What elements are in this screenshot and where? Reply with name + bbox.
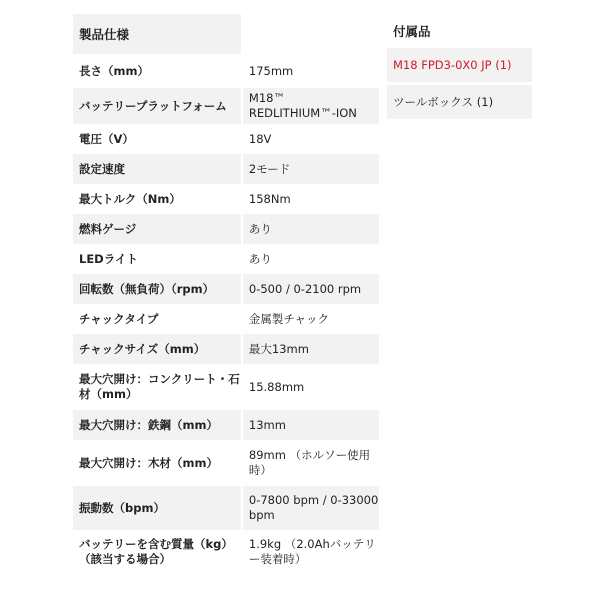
spec-label: 振動数（bpm）: [73, 486, 241, 530]
spec-label: チャックタイプ: [79, 311, 159, 326]
spec-label: 回転数（無負荷）（rpm）: [73, 274, 241, 304]
spec-value: 1.9kg （2.0Ahバッテリー装着時）: [248, 537, 376, 566]
spec-label: 最大穴開け：コンクリート・石材（mm）: [79, 372, 240, 401]
spec-value: 89mm （ホルソー使用時）: [248, 448, 371, 477]
spec-value: 15.88mm: [248, 379, 305, 394]
spec-header-row: [73, 14, 379, 54]
spec-value: 0-7800 bpm / 0-33000 bpm: [243, 486, 379, 530]
spec-value: M18™ REDLITHIUM™-ION: [243, 88, 379, 124]
spec-value: あり: [243, 214, 379, 244]
spec-label: 最大穴開け：木材（mm）: [79, 455, 218, 470]
spec-row: [73, 124, 379, 154]
spec-value: 最大13mm: [243, 334, 379, 364]
spec-label: 長さ（mm）: [79, 63, 149, 78]
spec-header: 製品仕様: [73, 14, 241, 54]
accessory-item: ツールボックス (1): [387, 85, 532, 119]
spec-label: バッテリープラットフォーム: [73, 88, 241, 124]
spec-value: 金属製チャック: [248, 311, 330, 326]
accessories-title: 付属品: [393, 24, 431, 39]
spec-row: [73, 440, 379, 486]
spec-header-spacer: [243, 14, 379, 54]
spec-row: [73, 364, 379, 410]
spec-label: チャックサイズ（mm）: [73, 334, 241, 364]
spec-label: 設定速度: [73, 154, 241, 184]
spec-row: [73, 334, 379, 364]
spec-row: [73, 244, 379, 274]
spec-row: [73, 184, 379, 214]
spec-value: 0-500 / 0-2100 rpm: [243, 274, 379, 304]
spec-row: [73, 214, 379, 244]
spec-value: 158Nm: [248, 191, 291, 206]
spec-row: [73, 410, 379, 440]
spec-table: [73, 14, 379, 574]
spec-value: あり: [248, 251, 272, 266]
spec-row: [73, 54, 379, 88]
spec-row: [73, 486, 379, 530]
spec-row: [73, 530, 379, 574]
spec-label: 燃料ゲージ: [73, 214, 241, 244]
spec-row: [73, 154, 379, 184]
spec-row: [73, 304, 379, 334]
spec-label: 最大穴開け：鉄鋼（mm）: [73, 410, 241, 440]
spec-value: 175mm: [248, 63, 294, 78]
spec-label: LEDライト: [79, 251, 138, 266]
spec-value: 18V: [248, 131, 272, 146]
accessories-panel: [387, 14, 532, 119]
spec-label: バッテリーを含む質量（kg）（該当する場合）: [79, 537, 233, 566]
accessory-item: M18 FPD3-0X0 JP (1): [387, 48, 532, 82]
spec-row: [73, 274, 379, 304]
spec-value: 13mm: [243, 410, 379, 440]
spec-row: [73, 88, 379, 124]
spec-value: 2モード: [243, 154, 379, 184]
spec-label: 電圧（V）: [79, 131, 134, 146]
spec-label: 最大トルク（Nm）: [79, 191, 181, 206]
